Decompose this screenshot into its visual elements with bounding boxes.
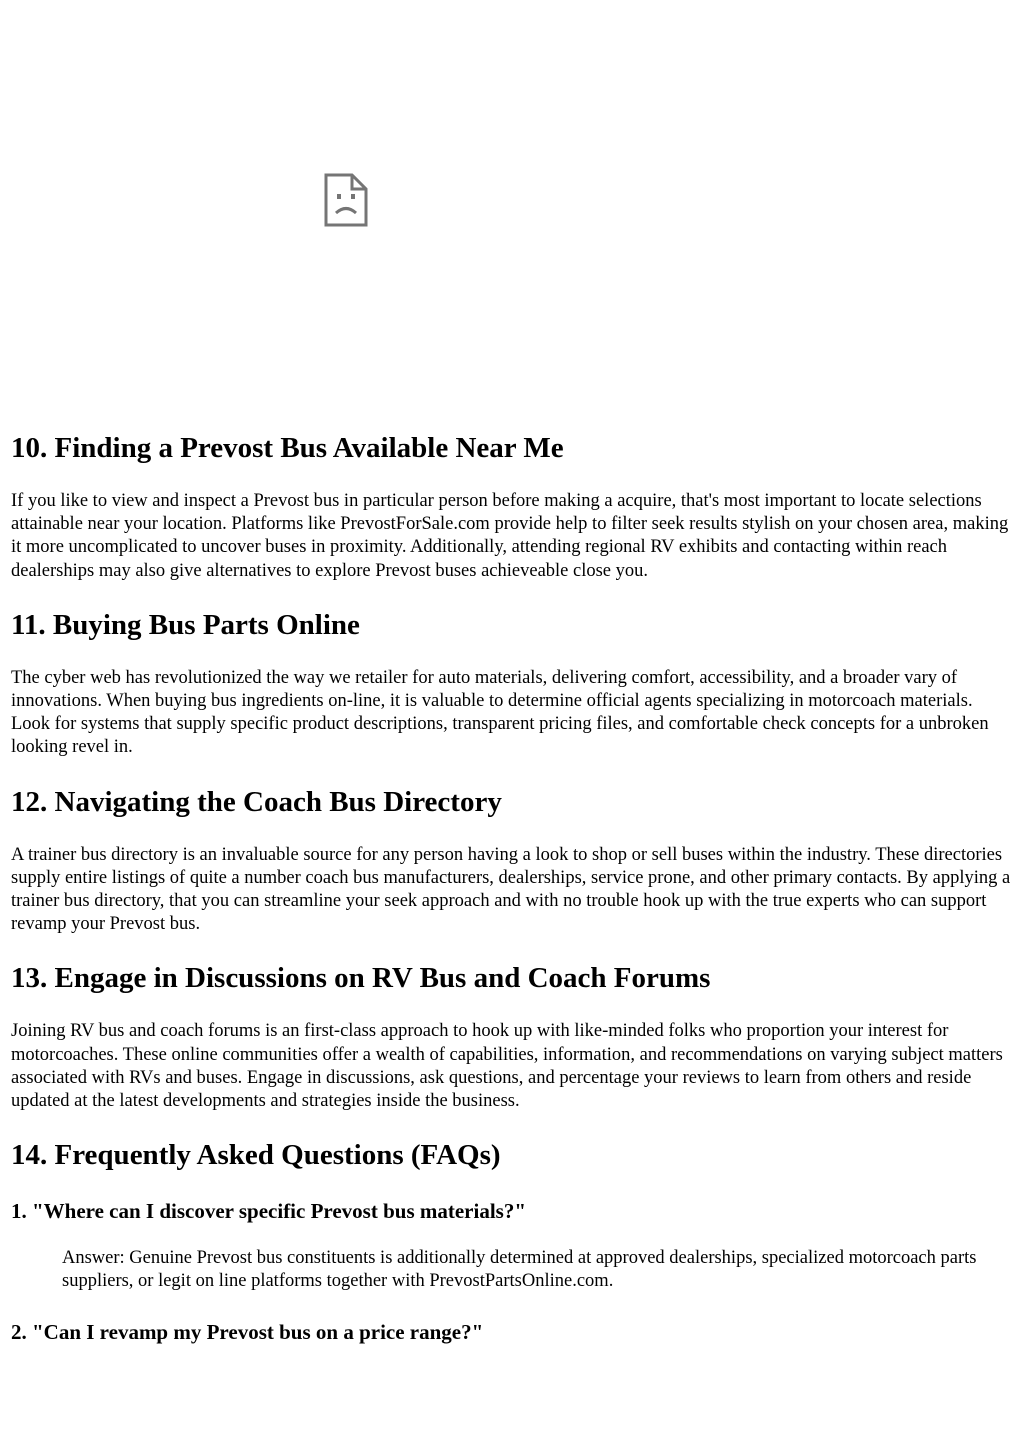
section-heading: 14. Frequently Asked Questions (FAQs) (11, 1139, 501, 1172)
section-paragraph: The cyber web has revolutionized the way we retailer for auto materials, delivering comfort, accessibility, and a broader vary of innovations. When buying bus ingredients on-line, it is valuable to determine official agents specializing in motorcoach materials. Look for systems that supply specific product descriptions, transparent pricing files, and comfortable check concepts for a unbroken looking revel in. (11, 667, 989, 758)
section-paragraph: If you like to view and inspect a Prevost bus in particular person before making a acquire, that's most important to locate selections attainable near your location. Platforms like PrevostForSale.com provide help to filter seek results stylish on your chosen area, making it more uncomplicated to uncover buses in proximity. Additionally, attending regional RV exhibits and contacting within reach dealerships may also give alternatives to explore Prevost buses achieveable close you. (11, 491, 1009, 581)
section-heading: 11. Buying Bus Parts Online (11, 608, 360, 641)
section-heading: 10. Finding a Prevost Bus Available Near Me (11, 432, 564, 464)
article-content (11, 428, 1011, 1346)
faq-question: 1. "Where can I discover specific Prevost bus materials?" (11, 1199, 527, 1224)
broken-image-icon (324, 173, 368, 227)
faq-answer: Answer: Genuine Prevost bus constituents is additionally determined at approved dealerships, specialized motorcoach parts suppliers, or legit on line platforms together with PrevostPartsOnline.com. (62, 1248, 977, 1292)
section-paragraph: A trainer bus directory is an invaluable source for any person having a look to shop or sell buses within the industry. These directories supply entire listings of quite a number coach bus manufacturers, dealerships, service prone, and other primary contacts. By applying a trainer bus directory, that you can streamline your seek approach and with no trouble hook up with the true experts who can support revamp your Prevost bus. (11, 844, 1011, 935)
faq-question: 2. "Can I revamp my Prevost bus on a price range?" (11, 1319, 484, 1344)
section-paragraph: Joining RV bus and coach forums is an first-class approach to hook up with like-minded folks who proportion your interest for motorcoaches. These online communities offer a wealth of capabilities, information, and recommendations on varying subject matters associated with RVs and buses. Engage in discussions, ask questions, and percentage your reviews to learn from others and reside updated at the latest developments and strategies inside the business. (11, 1021, 1003, 1112)
section-heading: 12. Navigating the Coach Bus Directory (11, 785, 502, 818)
section-heading: 13. Engage in Discussions on RV Bus and Coach Forums (11, 962, 711, 995)
